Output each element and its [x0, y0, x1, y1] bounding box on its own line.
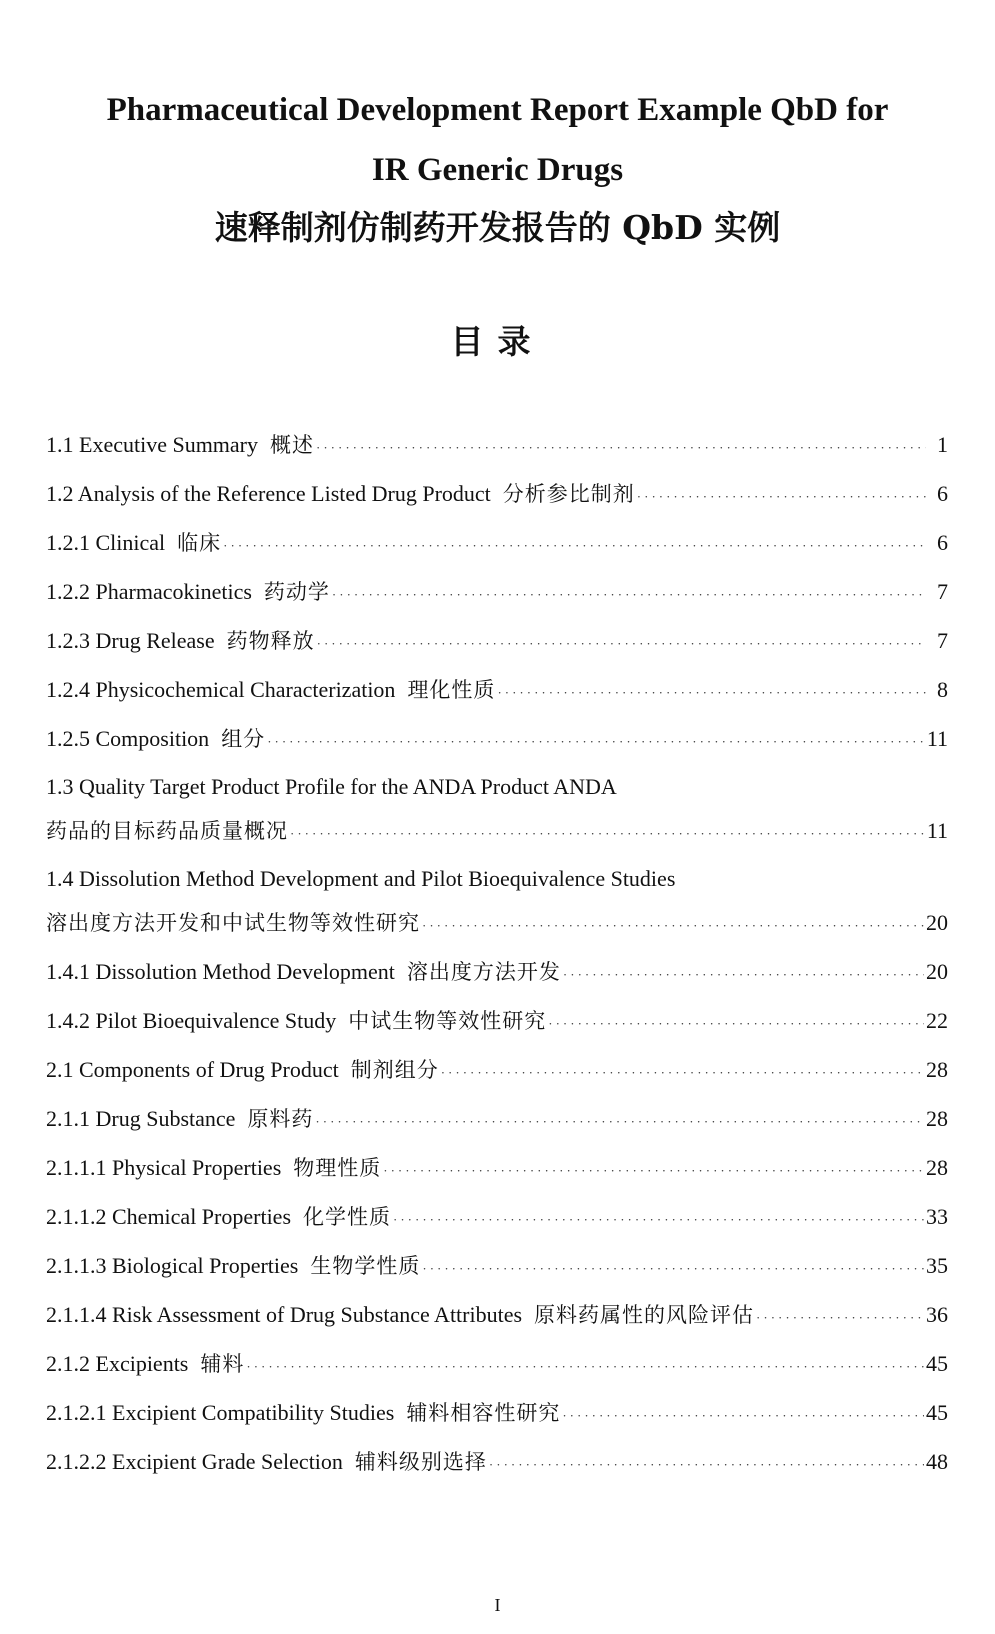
toc-entry-label: 2.1.2.2 Excipient Grade Selection [46, 1449, 343, 1474]
toc-entry-chinese: 辅料级别选择 [354, 1450, 487, 1474]
toc-entry-page: 48 [926, 1449, 948, 1474]
toc-entry-page: 28 [926, 1057, 948, 1082]
toc-entry-label: 2.1.1 Drug Substance [46, 1106, 236, 1131]
dot-leader [756, 1303, 924, 1333]
toc-entry[interactable] [46, 724, 948, 754]
toc-entry-label: 1.2.1 Clinical [46, 530, 166, 555]
toc-entry-chinese: 辅料相容性研究 [406, 1401, 561, 1425]
toc-entry-label: 2.1.2 Excipients [46, 1351, 189, 1376]
dot-leader [441, 1058, 924, 1088]
toc-entry-label: 2.1.2.1 Excipient Compatibility Studies [46, 1400, 395, 1425]
toc-entry[interactable] [46, 675, 948, 705]
toc-entry[interactable] [46, 1006, 948, 1036]
toc-entry-chinese: 分析参比制剂 [502, 482, 635, 506]
toc-entry-label: 2.1 Components of Drug Product [46, 1057, 339, 1082]
dot-leader [316, 433, 926, 463]
toc-entry-page: 33 [926, 1204, 948, 1229]
toc-entry-label[interactable]: 1.4 Dissolution Method Development and Pilot Bioequivalence Studies [46, 866, 676, 891]
toc-entry-label: 2.1.1.2 Chemical Properties [46, 1204, 292, 1229]
toc-entry-page: 11 [926, 726, 948, 751]
toc-entry-page: 45 [926, 1351, 948, 1376]
toc-entry-page: 6 [937, 481, 948, 506]
toc-entry-chinese: 原料药属性的风险评估 [534, 1303, 755, 1327]
dot-leader [290, 819, 925, 849]
toc-entry-label: 2.1.1.4 Risk Assessment of Drug Substance Attributes [46, 1302, 523, 1327]
toc-entry-label[interactable]: 1.3 Quality Target Product Profile for the ANDA Product ANDA [46, 774, 617, 799]
toc-entry-label: 1.2 Analysis of the Reference Listed Drug Product [46, 481, 491, 506]
dot-leader [246, 1352, 924, 1382]
dot-leader [563, 960, 924, 990]
toc-entry-page: 11 [926, 818, 948, 843]
toc-entry-chinese: 组分 [221, 727, 266, 751]
toc-entry-page: 1 [937, 432, 948, 457]
dot-leader [317, 629, 926, 659]
toc-entry-page: 20 [926, 910, 948, 935]
toc-entry[interactable] [46, 1447, 948, 1477]
toc-entry-chinese: 药品的目标药品质量概况 [46, 819, 288, 843]
toc-entry[interactable] [46, 957, 948, 987]
toc-entry-chinese: 原料药 [247, 1107, 314, 1131]
document-title-line2: IR Generic Drugs [371, 152, 624, 188]
toc-entry-page: 20 [926, 959, 948, 984]
dot-leader [562, 1401, 924, 1431]
document-title-chinese: 速释制剂仿制药开发报告的 QbD 实例 [214, 208, 781, 247]
toc-entry-label: 1.2.5 Composition [46, 726, 210, 751]
toc-entry[interactable] [46, 1349, 948, 1379]
toc-entry-chinese: 生物学性质 [310, 1254, 421, 1278]
toc-entry-chinese: 物理性质 [293, 1156, 382, 1180]
toc-entry[interactable] [46, 1104, 948, 1134]
dot-leader [489, 1450, 924, 1480]
toc-entry[interactable] [46, 577, 948, 607]
dot-leader [332, 580, 926, 610]
dot-leader [497, 678, 926, 708]
dot-leader [267, 727, 925, 757]
toc-entry-page: 22 [926, 1008, 948, 1033]
toc-entry-label: 1.1 Executive Summary [46, 432, 259, 457]
toc-entry-page: 36 [926, 1302, 948, 1327]
toc-entry-chinese: 辅料 [200, 1352, 245, 1376]
toc-heading: 目录 [450, 322, 545, 361]
dot-leader [637, 482, 926, 512]
document-title-line1: Pharmaceutical Development Report Example QbD for [106, 92, 889, 128]
dot-leader [422, 1254, 924, 1284]
toc-entry-chinese: 中试生物等效性研究 [348, 1009, 547, 1033]
dot-leader [548, 1009, 924, 1039]
toc-entry-chinese: 临床 [177, 531, 222, 555]
toc-entry[interactable] [46, 1055, 948, 1085]
toc-entry[interactable] [46, 528, 948, 558]
toc-entry-chinese: 化学性质 [303, 1205, 392, 1229]
toc-entry-page: 8 [937, 677, 948, 702]
toc-entry[interactable] [46, 479, 948, 509]
toc-entry[interactable] [46, 908, 948, 938]
toc-entry[interactable] [46, 816, 948, 846]
toc-entry-page: 7 [937, 628, 948, 653]
dot-leader [393, 1205, 924, 1235]
dot-leader [223, 531, 926, 561]
toc-entry[interactable] [46, 1251, 948, 1281]
page-number-footer: I [494, 1595, 501, 1615]
toc-entry-label: 1.4.1 Dissolution Method Development [46, 959, 395, 984]
toc-entry-page: 6 [937, 530, 948, 555]
toc-entry-chinese: 理化性质 [407, 678, 496, 702]
toc-entry-chinese: 概述 [270, 433, 315, 457]
toc-entry-label: 1.2.2 Pharmacokinetics [46, 579, 252, 604]
dot-leader [383, 1156, 924, 1186]
toc-entry-chinese: 制剂组分 [350, 1058, 439, 1082]
toc-entry-page: 45 [926, 1400, 948, 1425]
toc-entry-label: 1.4.2 Pilot Bioequivalence Study [46, 1008, 337, 1033]
toc-entry-chinese: 溶出度方法开发和中试生物等效性研究 [46, 911, 420, 935]
toc-entry-chinese: 溶出度方法开发 [406, 960, 561, 984]
toc-entry[interactable] [46, 1153, 948, 1183]
toc-entry[interactable] [46, 626, 948, 656]
dot-leader [315, 1107, 924, 1137]
toc-entry-label: 2.1.1.3 Biological Properties [46, 1253, 299, 1278]
toc-entry-page: 35 [926, 1253, 948, 1278]
toc-entry-label: 1.2.4 Physicochemical Characterization [46, 677, 396, 702]
toc-entry-chinese: 药物释放 [226, 629, 315, 653]
toc-entry[interactable] [46, 1398, 948, 1428]
toc-entry[interactable] [46, 1202, 948, 1232]
toc-entry-label: 2.1.1.1 Physical Properties [46, 1155, 282, 1180]
toc-entry-label: 1.2.3 Drug Release [46, 628, 215, 653]
dot-leader [422, 911, 924, 941]
toc-entry[interactable] [46, 430, 948, 460]
toc-entry-page: 7 [937, 579, 948, 604]
toc-entry-page: 28 [926, 1106, 948, 1131]
toc-entry[interactable] [46, 1300, 948, 1330]
toc-entry-chinese: 药动学 [263, 580, 330, 604]
toc-entry-page: 28 [926, 1155, 948, 1180]
